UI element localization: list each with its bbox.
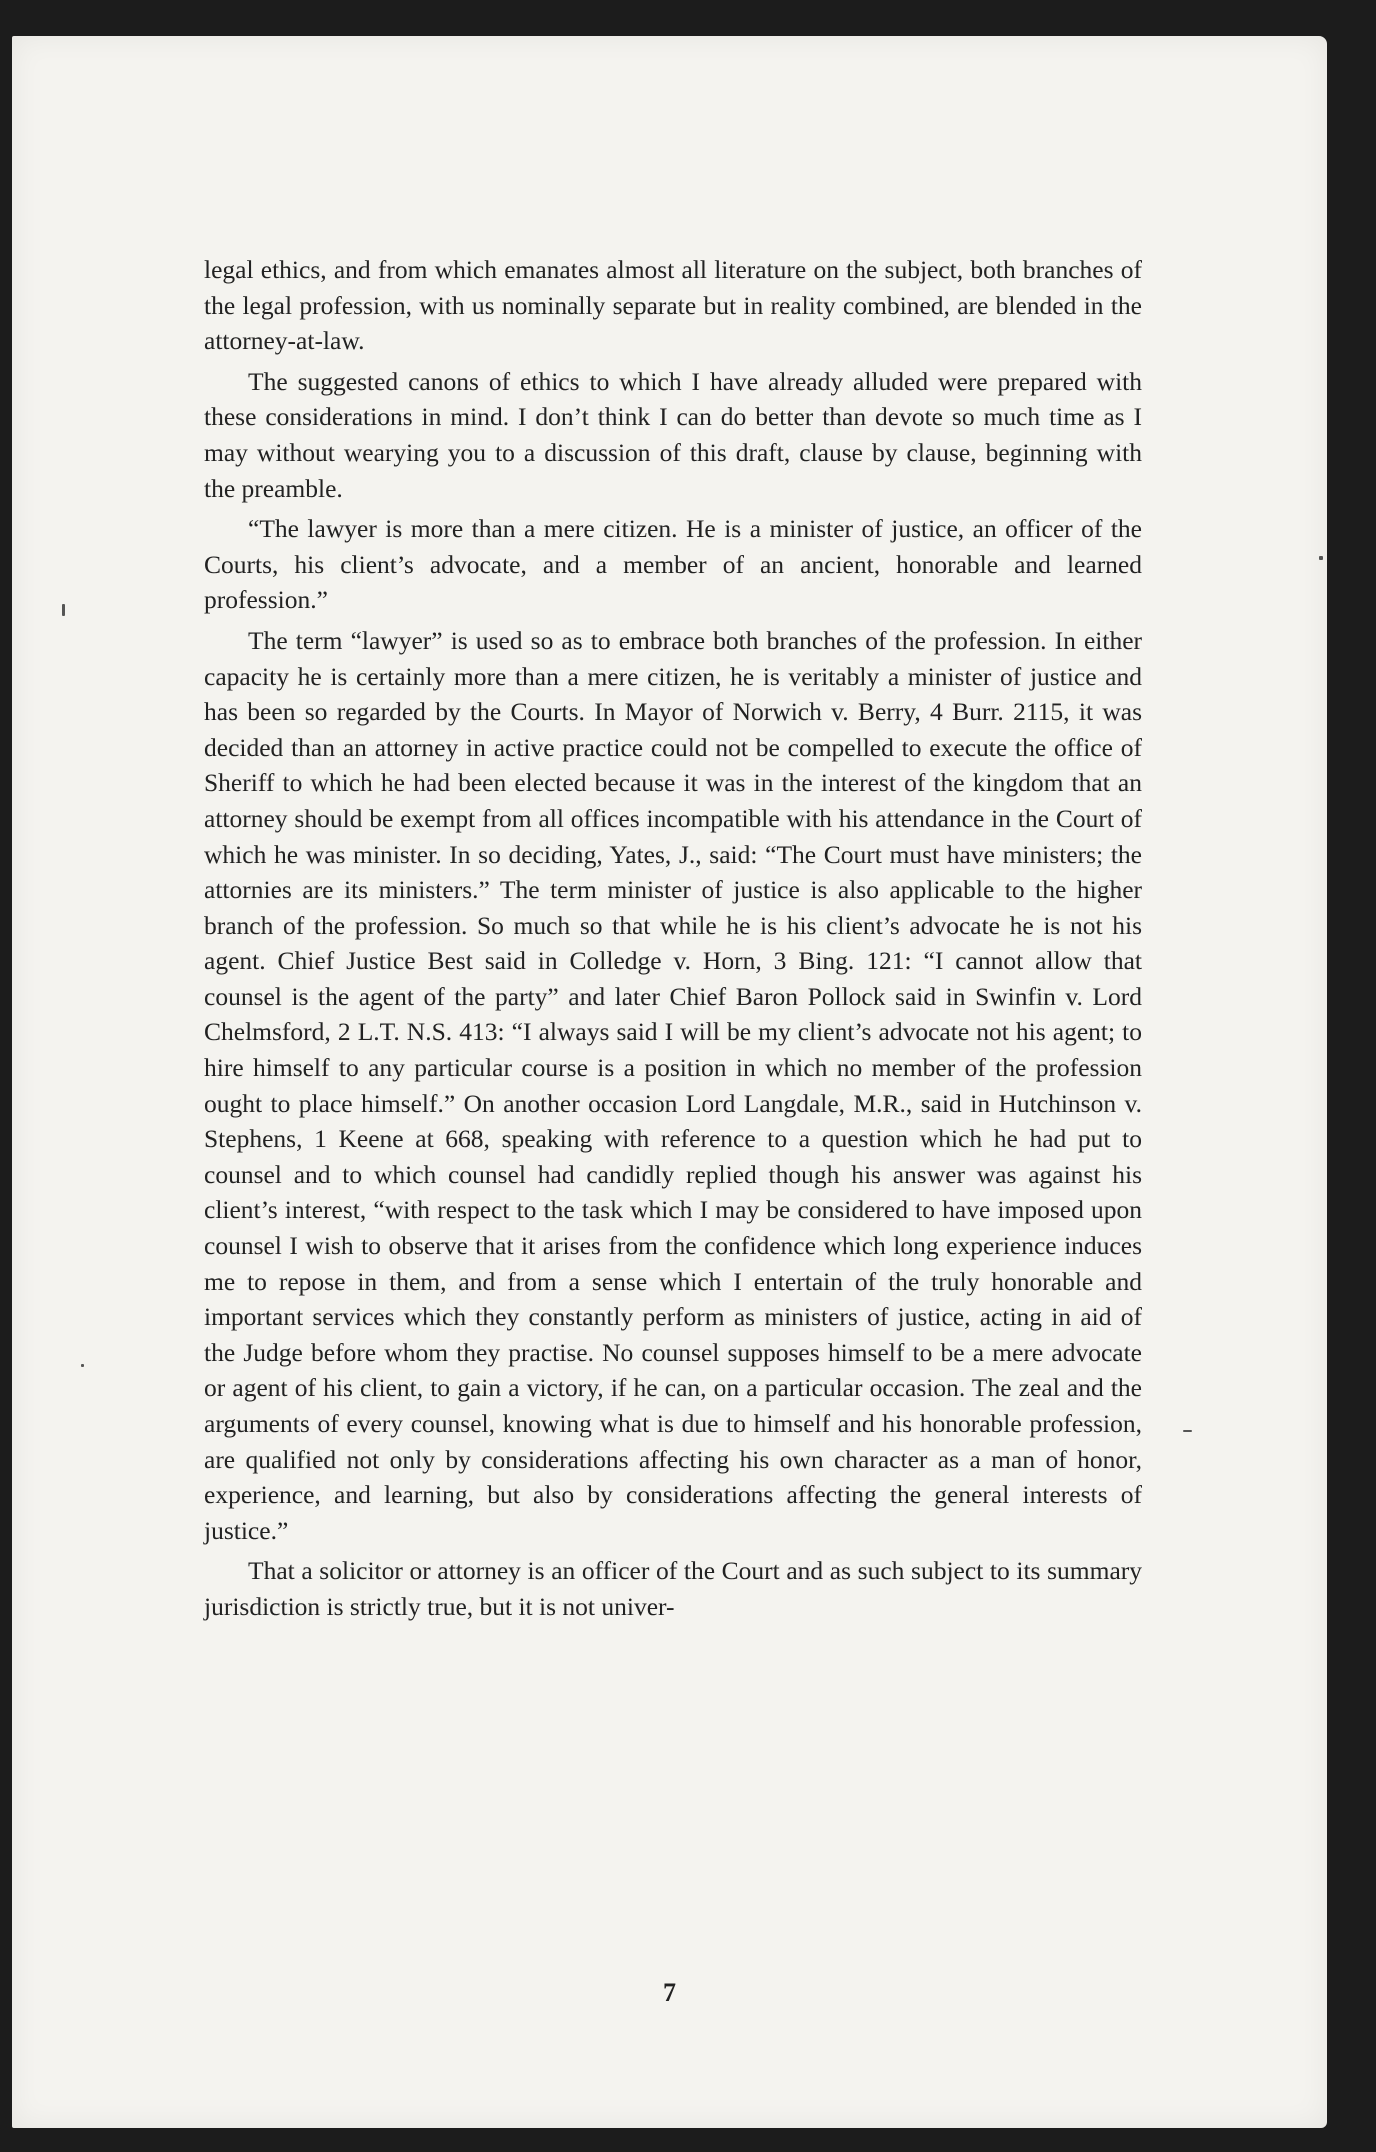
paragraph-continuation: legal ethics, and from which emanates almost all literature on the subject, both branches of the legal profession, with us nominally separate but in reality combined, are blended in the attorney-at-law. <box>204 255 1142 356</box>
body-text <box>204 252 1142 1625</box>
paragraph-officer-of-court: That a solicitor or attorney is an officer of the Court and as such subject to its summary jurisdiction is strictly true, but it is not univer- <box>204 1556 1142 1621</box>
paragraph-preamble-quote: “The lawyer is more than a mere citizen. He is a minister of justice, an officer of the Courts, his client’s advocate, and a member of an ancient, honorable and learned profession.” <box>204 514 1142 615</box>
scan-speck <box>62 604 65 616</box>
scan-speck <box>1319 556 1323 560</box>
paragraph-suggested-canons: The suggested canons of ethics to which I have already alluded were prepared with these considerations in mind. I don’t think I can do better than devote so much time as I may without wearying you to a discussion of this draft, clause by clause, beginning with the preamble. <box>204 366 1142 503</box>
page-number: 7 <box>663 1978 676 2007</box>
paragraph-term-lawyer: The term “lawyer” is used so as to embrace both branches of the profession. In either capacity he is certainly more than a mere citizen, he is veritably a minister of justice and has been so regarded by the Courts. In Mayor of Norwich v. Berry, 4 Burr. 2115, it was decided than an attorney in active practice could not be compelled to execute the office of Sheriff to which he had been elected because it was in the interest of the kingdom that an attorney should be exempt from all offices incompatible with his attendance in the Court of which he was minister. In so deciding, Yates, J., said: “The Court must have ministers; the attornies are its ministers.” The term minister of justice is also applicable to the higher branch of the profession. So much so that while he is his client’s advocate he is not his agent. Chief Justice Best said in Colledge v. Horn, 3 Bing. 121: “I cannot allow that counsel is the agent of the party” and later Chief Baron Pollock said in Swinfin v. Lord Chelmsford, 2 L.T. N.S. 413: “I always said I will be my client’s advocate not his agent; to hire himself to any particular course is a position in which no member of the profession ought to place himself.” On another occasion Lord Langdale, M.R., said in Hutchinson v. Stephens, 1 Keene at 668, speaking with reference to a question which he had put to counsel and to which counsel had candidly replied though his answer was against his client’s interest, “with respect to the task which I may be considered to have imposed upon counsel I wish to observe that it arises from the confidence which long experience induces me to repose in them, and from a sense which I entertain of the truly honorable and important services which they constantly perform as ministers of justice, acting in aid of the Judge before whom they practise. No counsel supposes himself to be a mere advocate or agent of his client, to gain a victory, if he can, on a particular occasion. The zeal and the arguments of every counsel, knowing what is due to himself and his honorable profession, are qualified not only by considerations affecting his own character as a man of honor, experience, and learning, but also by considerations affecting the general interests of justice.” <box>204 625 1142 1545</box>
document-page <box>12 36 1327 2128</box>
scan-speck <box>81 1364 84 1367</box>
scan-speck <box>1183 1430 1192 1432</box>
